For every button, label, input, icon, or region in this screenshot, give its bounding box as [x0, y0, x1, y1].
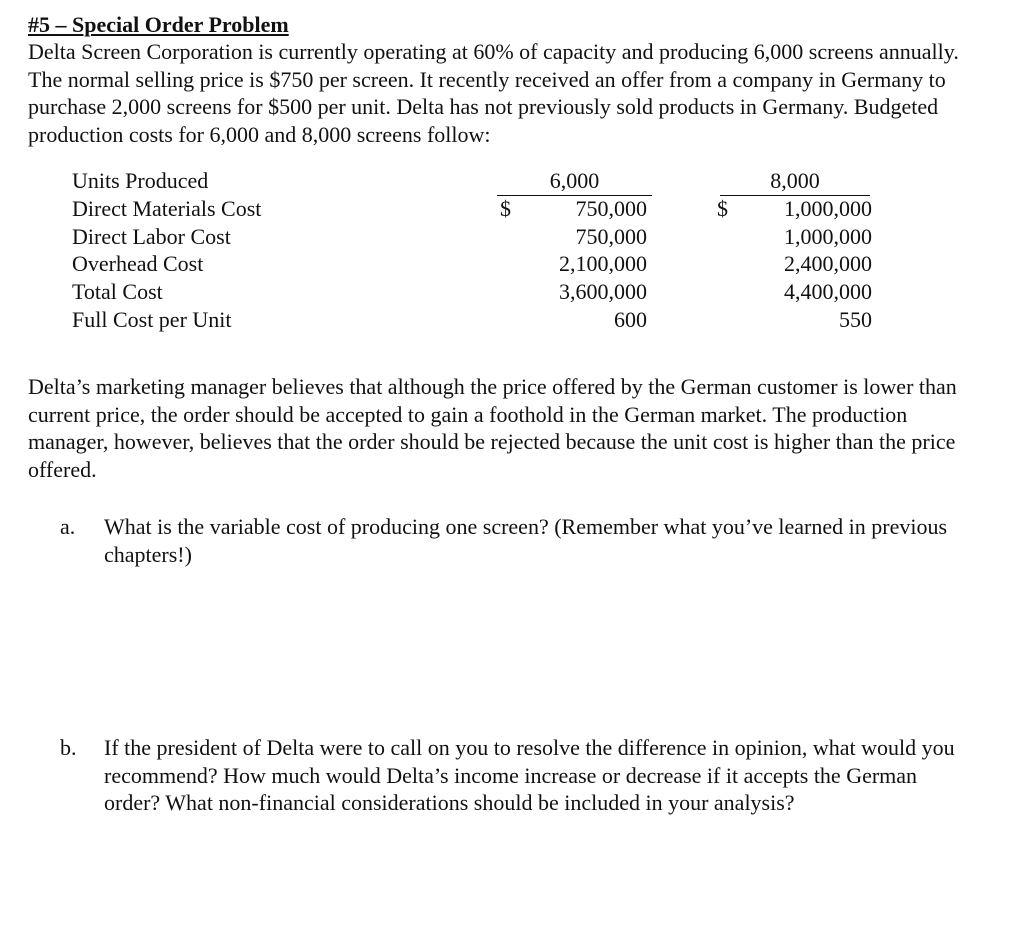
- document-page: [28, 12, 988, 148]
- problem-title: #5 – Special Order Problem: [28, 12, 289, 37]
- row-label: Direct Materials Cost: [72, 195, 262, 221]
- row-label: Direct Labor Cost: [72, 223, 231, 249]
- table-header-row: [72, 167, 832, 195]
- value-8000: 550: [839, 306, 872, 332]
- question-text: What is the variable cost of producing one screen? (Remember what you’ve learned in previous chapters!): [104, 514, 948, 567]
- value-8000: 1,000,000: [784, 223, 872, 249]
- header-8000: 8,000: [720, 167, 870, 196]
- value-6000: 750,000: [575, 195, 647, 221]
- units-produced-label: Units Produced: [72, 168, 209, 193]
- table-row: [72, 278, 872, 306]
- table-row: [72, 306, 872, 334]
- question-letter: b.: [60, 735, 77, 760]
- value-8000: 1,000,000: [784, 195, 872, 221]
- table-row: [72, 250, 872, 278]
- intro-paragraph: Delta Screen Corporation is currently operating at 60% of capacity and producing 6,000 screens annually. The normal selling price is $750 per screen. It recently received an offer from a company in Germany to purchase 2,000 screens for $500 per unit. Delta has not previously sold products in Germany. Budgeted production costs for 6,000 and 8,000 screens follow:: [28, 39, 959, 147]
- row-label: Total Cost: [72, 279, 163, 305]
- value-6000: 3,600,000: [559, 279, 647, 305]
- table-row: [72, 223, 872, 251]
- value-6000: 600: [614, 306, 647, 332]
- value-6000: 2,100,000: [559, 251, 647, 277]
- question-letter: a.: [60, 514, 76, 539]
- currency-symbol: $: [500, 195, 511, 221]
- row-label: Overhead Cost: [72, 251, 204, 277]
- currency-symbol: $: [717, 195, 728, 221]
- cost-table: [72, 167, 872, 334]
- value-8000: 4,400,000: [784, 279, 872, 305]
- header-6000: 6,000: [497, 167, 652, 196]
- question-text: If the president of Delta were to call on you to resolve the difference in opinion, what would you recommend? How much would Delta’s income increase or decrease if it accepts the German order? What non-financial considerations should be included in your analysis?: [104, 735, 955, 815]
- table-row: [72, 195, 872, 223]
- discussion-paragraph: Delta’s marketing manager believes that although the price offered by the German customer is lower than current price, the order should be accepted to gain a foothold in the German market. The production manager, however, believes that the order should be rejected because the unit cost is higher than the price offered.: [28, 374, 957, 482]
- value-6000: 750,000: [575, 223, 647, 249]
- value-8000: 2,400,000: [784, 251, 872, 277]
- row-label: Full Cost per Unit: [72, 306, 232, 332]
